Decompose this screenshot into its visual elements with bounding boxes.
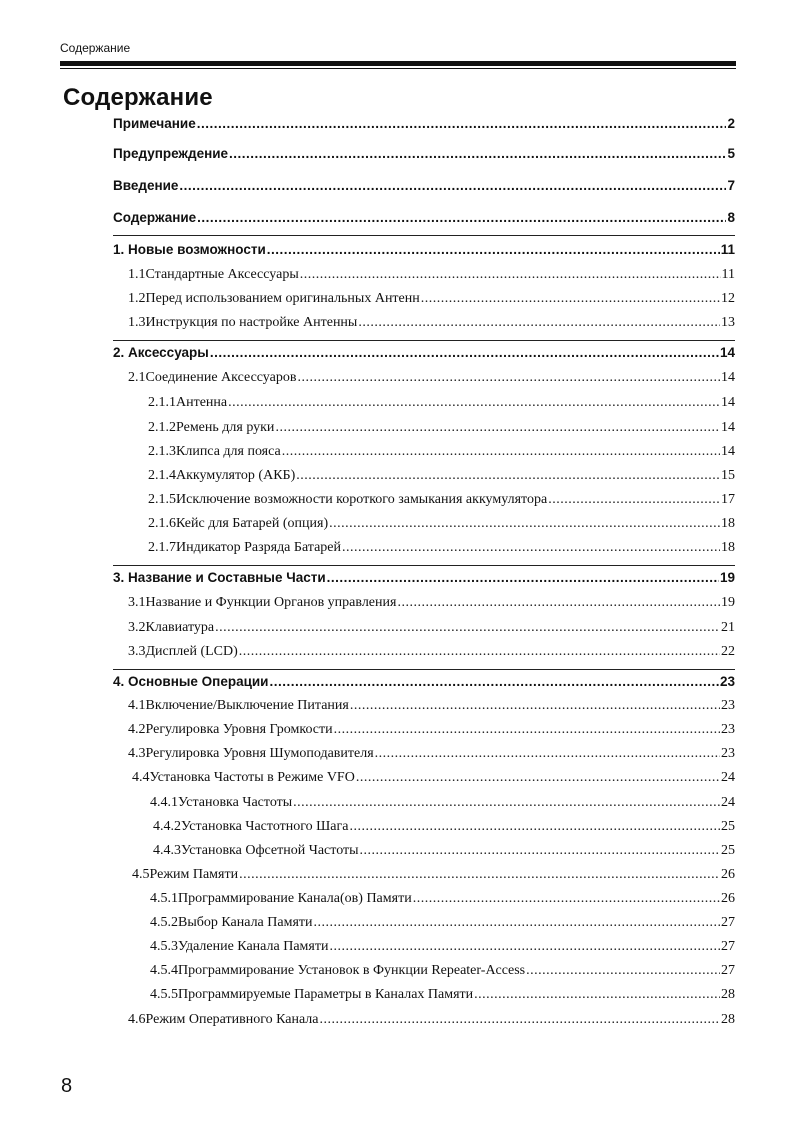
page-title: Содержание [63,84,213,111]
toc-item-number: 2.1 [128,370,146,385]
toc-subitem[interactable] [153,843,735,859]
toc-item-label: Название и Функции Органов управления [145,595,397,610]
toc-item[interactable] [128,1012,735,1028]
toc-subitem[interactable] [148,492,735,508]
dot-leader [269,674,718,689]
dot-leader [334,722,720,738]
toc-entry-label: Содержание [113,210,197,225]
toc-item[interactable] [128,620,735,636]
toc-subitem-label: Клипса для пояса [176,444,281,459]
dot-leader [474,987,720,1003]
toc-item[interactable] [128,746,735,762]
toc-subitem-number: 2.1.1 [148,395,176,410]
toc-subitem[interactable] [150,963,735,979]
dot-leader [320,1012,720,1028]
dot-leader [349,819,720,835]
page-number: 8 [61,1075,73,1097]
dot-leader [356,770,720,786]
dot-leader [413,891,720,907]
dot-leader [375,746,720,762]
toc-item-page: 23 [721,722,735,737]
dot-leader [397,595,720,611]
toc-item-page: 21 [721,620,735,635]
toc-subitem-page: 27 [721,915,735,930]
dot-leader [548,492,720,508]
toc-item-number: 1.2 [128,291,146,306]
toc-entry-label: Введение [113,178,179,193]
toc-subitem-label: Антенна [176,395,228,410]
toc-subitem-number: 4.4.3 [153,843,181,858]
toc-item-number: 4.4 [132,770,150,785]
toc-subitem-page: 14 [721,395,735,410]
toc-entry-label: Предупреждение [113,146,229,161]
toc-subitem[interactable] [150,795,735,811]
toc-subitem-number: 2.1.2 [148,420,176,435]
toc-subitem-number: 2.1.4 [148,468,176,483]
toc-subitem-number: 2.1.5 [148,492,176,507]
toc-item-page: 23 [721,746,735,761]
toc-subitem-label: Индикатор Разряда Батарей [176,540,341,555]
toc-item-number: 4.5 [132,867,150,882]
toc-subitem-page: 27 [721,963,735,978]
toc-section-4[interactable] [113,674,735,689]
toc-section-2[interactable] [113,345,735,360]
dot-leader [329,939,720,955]
toc-item[interactable] [128,267,735,283]
toc-subitem-number: 2.1.3 [148,444,176,459]
dot-leader [197,116,727,131]
toc-item-label: Соединение Аксессуаров [145,370,297,385]
dot-leader [229,146,726,161]
dot-leader [327,570,719,585]
toc-subitem-label: Исключение возможности короткого замыкания аккумулятора [176,492,548,507]
toc-subitem-label: Программирование Канала(ов) Памяти [178,891,412,906]
toc-item-label: Режим Оперативного Канала [145,1012,319,1027]
toc-subitem-label: Установка Частоты [178,795,293,810]
dot-leader [275,420,720,436]
toc-item[interactable] [128,291,735,307]
toc-entry-page: 8 [727,210,735,225]
toc-subitem-label: Программирование Установок в Функции Repeater-Access [178,963,526,978]
toc-section-page: 19 [719,570,735,585]
toc-subitem[interactable] [150,987,735,1003]
toc-subitem-page: 18 [721,516,735,531]
toc-subitem-number: 4.5.2 [150,915,178,930]
toc-section-label: 1. Новые возможности [113,242,266,257]
toc-subitem-page: 25 [721,843,735,858]
toc-subitem[interactable] [148,540,735,556]
dot-leader [215,620,720,636]
toc-item-page: 19 [721,595,735,610]
toc-subitem-page: 26 [721,891,735,906]
dot-leader [210,345,719,360]
toc-subitem-label: Выбор Канала Памяти [178,915,313,930]
toc-subitem-page: 15 [721,468,735,483]
toc-entry-label: Примечание [113,116,196,131]
toc-item[interactable] [128,315,735,331]
dot-leader [329,516,720,532]
toc-item-page: 14 [721,370,735,385]
toc-subitem-label: Кейс для Батарей (опция) [176,516,329,531]
section-divider [113,669,735,670]
toc-item-label: Клавиатура [145,620,215,635]
toc-subitem-page: 28 [721,987,735,1002]
toc-subitem[interactable] [150,915,735,931]
toc-item-label: Режим Памяти [149,867,239,882]
toc-subitem-page: 25 [721,819,735,834]
toc-subitem[interactable] [148,468,735,484]
toc-item-label: Перед использованием оригинальных Антенн [145,291,420,306]
toc-subitem[interactable] [148,395,735,411]
dot-leader [179,178,726,193]
toc-entry-intro[interactable] [113,178,735,193]
toc-item-page: 22 [721,644,735,659]
dot-leader [297,370,720,386]
toc-item[interactable] [132,867,735,883]
toc-subitem-label: Удаление Канала Памяти [178,939,329,954]
toc-item-page: 24 [721,770,735,785]
toc-item-page: 12 [721,291,735,306]
toc-item-page: 26 [721,867,735,882]
toc-section-label: 2. Аксессуары [113,345,209,360]
toc-subitem[interactable] [148,516,735,532]
dot-leader [342,540,720,556]
toc-item-number: 3.3 [128,644,146,659]
toc-item-number: 1.1 [128,267,146,282]
toc-item-page: 13 [721,315,735,330]
dot-leader [239,644,720,660]
toc-section-label: 4. Основные Операции [113,674,269,689]
toc-entry-page: 5 [727,146,735,161]
dot-leader [358,315,720,331]
toc-item-label: Регулировка Уровня Громкости [145,722,333,737]
section-divider [113,565,735,566]
toc-section-1[interactable] [113,242,735,257]
toc-subitem-page: 24 [721,795,735,810]
toc-subitem[interactable] [150,939,735,955]
toc-subitem-number: 4.4.1 [150,795,178,810]
toc-item-page: 28 [721,1012,735,1027]
dot-leader [197,210,726,225]
toc-item[interactable] [128,722,735,738]
toc-subitem-number: 4.5.3 [150,939,178,954]
toc-item[interactable] [128,370,735,386]
toc-subitem-number: 4.5.1 [150,891,178,906]
dot-leader [282,444,720,460]
dot-leader [267,242,720,257]
toc-entry-intro[interactable] [113,146,735,161]
toc-subitem-number: 4.5.5 [150,987,178,1002]
dot-leader [526,963,720,979]
toc-item-number: 4.2 [128,722,146,737]
toc-item-label: Инструкция по настройке Антенны [145,315,358,330]
toc-subitem-label: Программируемые Параметры в Каналах Памяти [178,987,474,1002]
toc-item-number: 4.3 [128,746,146,761]
toc-item-label: Включение/Выключение Питания [145,698,349,713]
toc-item-number: 3.1 [128,595,146,610]
toc-item-number: 1.3 [128,315,146,330]
toc-subitem[interactable] [153,819,735,835]
toc-section-3[interactable] [113,570,735,585]
dot-leader [350,698,720,714]
toc-item-label: Установка Частоты в Режиме VFO [149,770,355,785]
toc-subitem[interactable] [150,891,735,907]
dot-leader [296,468,720,484]
dot-leader [228,395,720,411]
toc-item-number: 3.2 [128,620,146,635]
dot-leader [300,267,721,283]
toc-subitem-page: 27 [721,939,735,954]
dot-leader [239,867,720,883]
toc-section-label: 3. Название и Составные Части [113,570,326,585]
toc-item-page: 23 [721,698,735,713]
toc-subitem[interactable] [148,420,735,436]
toc-subitem-label: Ремень для руки [176,420,275,435]
toc-subitem[interactable] [148,444,735,460]
toc-item[interactable] [132,770,735,786]
toc-subitem-number: 4.5.4 [150,963,178,978]
toc-entry-intro[interactable] [113,116,735,131]
toc-subitem-number: 4.4.2 [153,819,181,834]
toc-section-page: 11 [720,242,735,257]
toc-subitem-number: 2.1.7 [148,540,176,555]
toc-item[interactable] [128,698,735,714]
toc-subitem-label: Аккумулятор (АКБ) [176,468,296,483]
toc-item-label: Дисплей (LCD) [145,644,238,659]
toc-subitem-label: Установка Офсетной Частоты [181,843,359,858]
toc-entry-page: 7 [727,178,735,193]
section-divider [113,340,735,341]
dot-leader [293,795,720,811]
dot-leader [421,291,720,307]
toc-item-page: 11 [721,267,735,282]
toc-item[interactable] [128,644,735,660]
toc-subitem-label: Установка Частотного Шага [181,819,349,834]
toc-section-page: 23 [719,674,735,689]
dot-leader [360,843,720,859]
toc-entry-page: 2 [727,116,735,131]
toc-subitem-page: 18 [721,540,735,555]
running-header: Содержание [60,41,131,55]
toc-section-page: 14 [719,345,735,360]
toc-item[interactable] [128,595,735,611]
toc-subitem-number: 2.1.6 [148,516,176,531]
toc-item-label: Регулировка Уровня Шумоподавителя [145,746,374,761]
toc-subitem-page: 17 [721,492,735,507]
toc-item-label: Стандартные Аксессуары [145,267,299,282]
toc-entry-intro[interactable] [113,210,735,225]
toc-subitem-page: 14 [721,420,735,435]
toc-subitem-page: 14 [721,444,735,459]
toc-item-number: 4.6 [128,1012,146,1027]
dot-leader [314,915,721,931]
toc-item-number: 4.1 [128,698,146,713]
section-divider [113,235,735,236]
